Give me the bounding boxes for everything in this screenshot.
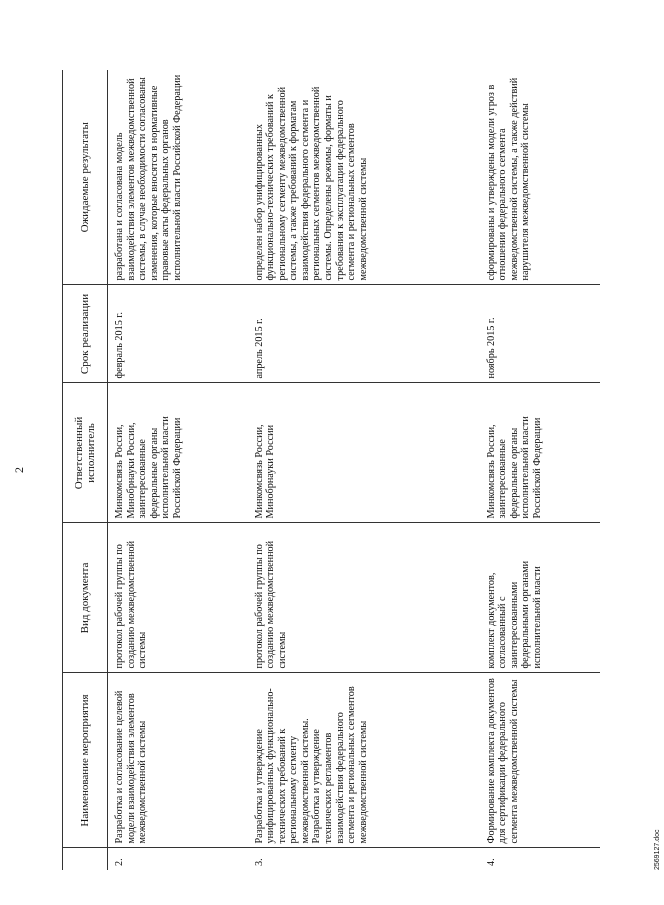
table-row [108,70,248,870]
row-name: Разработка и согласование целевой модели взаимодействия элементов межведомственной системы [108,673,248,848]
row-executor: Минкомсвязь России, заинтересованные федеральные органы исполнительной власти Российской Федерации [480,383,600,523]
header-term: Срок реализации [63,285,108,383]
row-term: апрель 2015 г. [248,285,480,383]
header-document-type: Вид документа [63,523,108,673]
table-row [480,70,600,870]
row-document-type: протокол рабочей группы по созданию межведомственной системы [108,523,248,673]
row-name: Формирование комплекта документов для сертификации федерального сегмента межведомственной системы [480,673,600,848]
header-number [63,848,108,870]
row-document-type: комплект документов, согласованный с заинтересованными федеральными органами исполнительной власти [480,523,600,673]
row-document-type: протокол рабочей группы по созданию межведомственной системы [248,523,480,673]
document-page [12,70,661,870]
activities-table [62,70,600,870]
row-term: февраль 2015 г. [108,285,248,383]
row-executor: Минкомсвязь России, Минобрнауки России [248,383,480,523]
row-term: ноябрь 2015 г. [480,285,600,383]
row-number: 4. [485,858,497,866]
row-result: определен набор унифицированных функционально-технических требований к региональному сегменту межведомственной системы, а также требований к форматам взаимодействия федерального сегмента и региональных сегментов межведомственной системы. Определены режимы, форматы и требования к эксплуатации федерального сегмента и региональных сегментов межведомственной системы [248,70,480,285]
row-result: разработана и согласована модель взаимодействия элементов межведомственной системы, в случае необходимости согласованы изменения, которые вносятся в нормативные правовые акты федеральных органов исполнительной власти Российской Федерации [108,70,248,285]
row-number: 2. [114,858,125,866]
footer-code: 2569127.doc [654,829,661,870]
table-header-row [63,70,108,870]
row-number: 3. [253,858,265,866]
row-name: Разработка и утверждение унифицированных функционально-технических требований к региональному сегменту межведомственной системы. Разработка и утверждение технических регламентов взаимодействия федерального сегмента и региональных сегментов межведомственной системы [248,673,480,848]
table-row [248,70,480,870]
header-name: Наименование мероприятия [63,673,108,848]
row-result: сформированы и утверждены модели угроз в отношении федерального сегмента межведомственной системы, а также действий нарушителя межведомственной системы [480,70,600,285]
page-number: 2 [12,467,26,473]
header-executor: Ответственный исполнитель [63,383,108,523]
header-result: Ожидаемые результаты [63,70,108,285]
row-executor: Минкомсвязь России, Минобрнауки России, заинтересованные федеральные органы исполнительной власти Российской Федерации [108,383,248,523]
